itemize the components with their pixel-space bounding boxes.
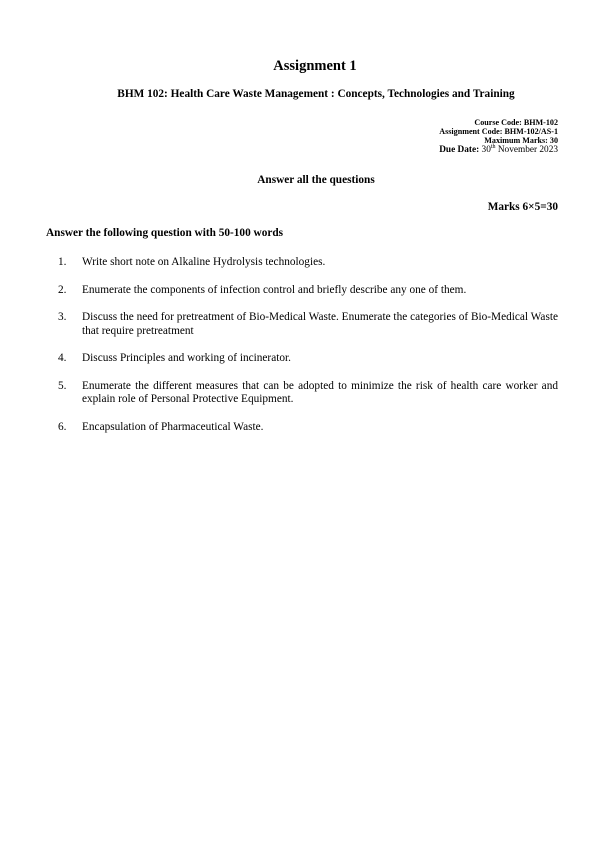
question-number: 5. [58, 379, 67, 392]
due-date-day: 30 [481, 145, 491, 155]
question-item [58, 284, 558, 298]
due-date-rest: November 2023 [495, 145, 558, 155]
course-title: BHM 102: Health Care Waste Management : Concepts, Technologies and Training [117, 88, 515, 100]
question-item [58, 352, 558, 366]
due-date [439, 145, 558, 156]
course-code: Course Code: BHM-102 [474, 118, 558, 127]
question-item [58, 421, 558, 435]
question-text: Enumerate the different measures that can be adopted to minimize the risk of health care worker and explain role of Personal Protective Equipment. [82, 379, 558, 405]
question-number: 1. [58, 256, 67, 268]
question-item [58, 311, 558, 338]
due-date-suffix: th [490, 143, 496, 150]
instruction-text: Answer all the questions [257, 174, 375, 186]
maximum-marks: Maximum Marks: 30 [484, 136, 558, 145]
question-text: Write short note on Alkaline Hydrolysis technologies. [82, 256, 326, 268]
question-text: Discuss Principles and working of incinerator. [82, 352, 291, 364]
due-date-label: Due Date: [439, 145, 482, 155]
question-number: 2. [58, 283, 67, 296]
question-number: 3. [58, 311, 67, 323]
assignment-meta [439, 118, 558, 156]
question-item [58, 380, 558, 407]
question-text: Enumerate the components of infection control and briefly describe any one of them. [82, 283, 467, 296]
question-number: 6. [58, 420, 67, 433]
question-text: Encapsulation of Pharmaceutical Waste. [82, 420, 264, 433]
question-list [58, 256, 558, 448]
question-item [58, 256, 558, 270]
assignment-title: Assignment 1 [273, 58, 357, 74]
marks-total: Marks 6×5=30 [487, 201, 558, 213]
section-heading: Answer the following question with 50-100 words [46, 227, 284, 239]
assignment-code: Assignment Code: BHM-102/AS-1 [439, 127, 558, 136]
question-number: 4. [58, 352, 67, 364]
question-text: Discuss the need for pretreatment of Bio-Medical Waste. Enumerate the categories of Bio-Medical Waste that require pretreatment [82, 311, 558, 337]
